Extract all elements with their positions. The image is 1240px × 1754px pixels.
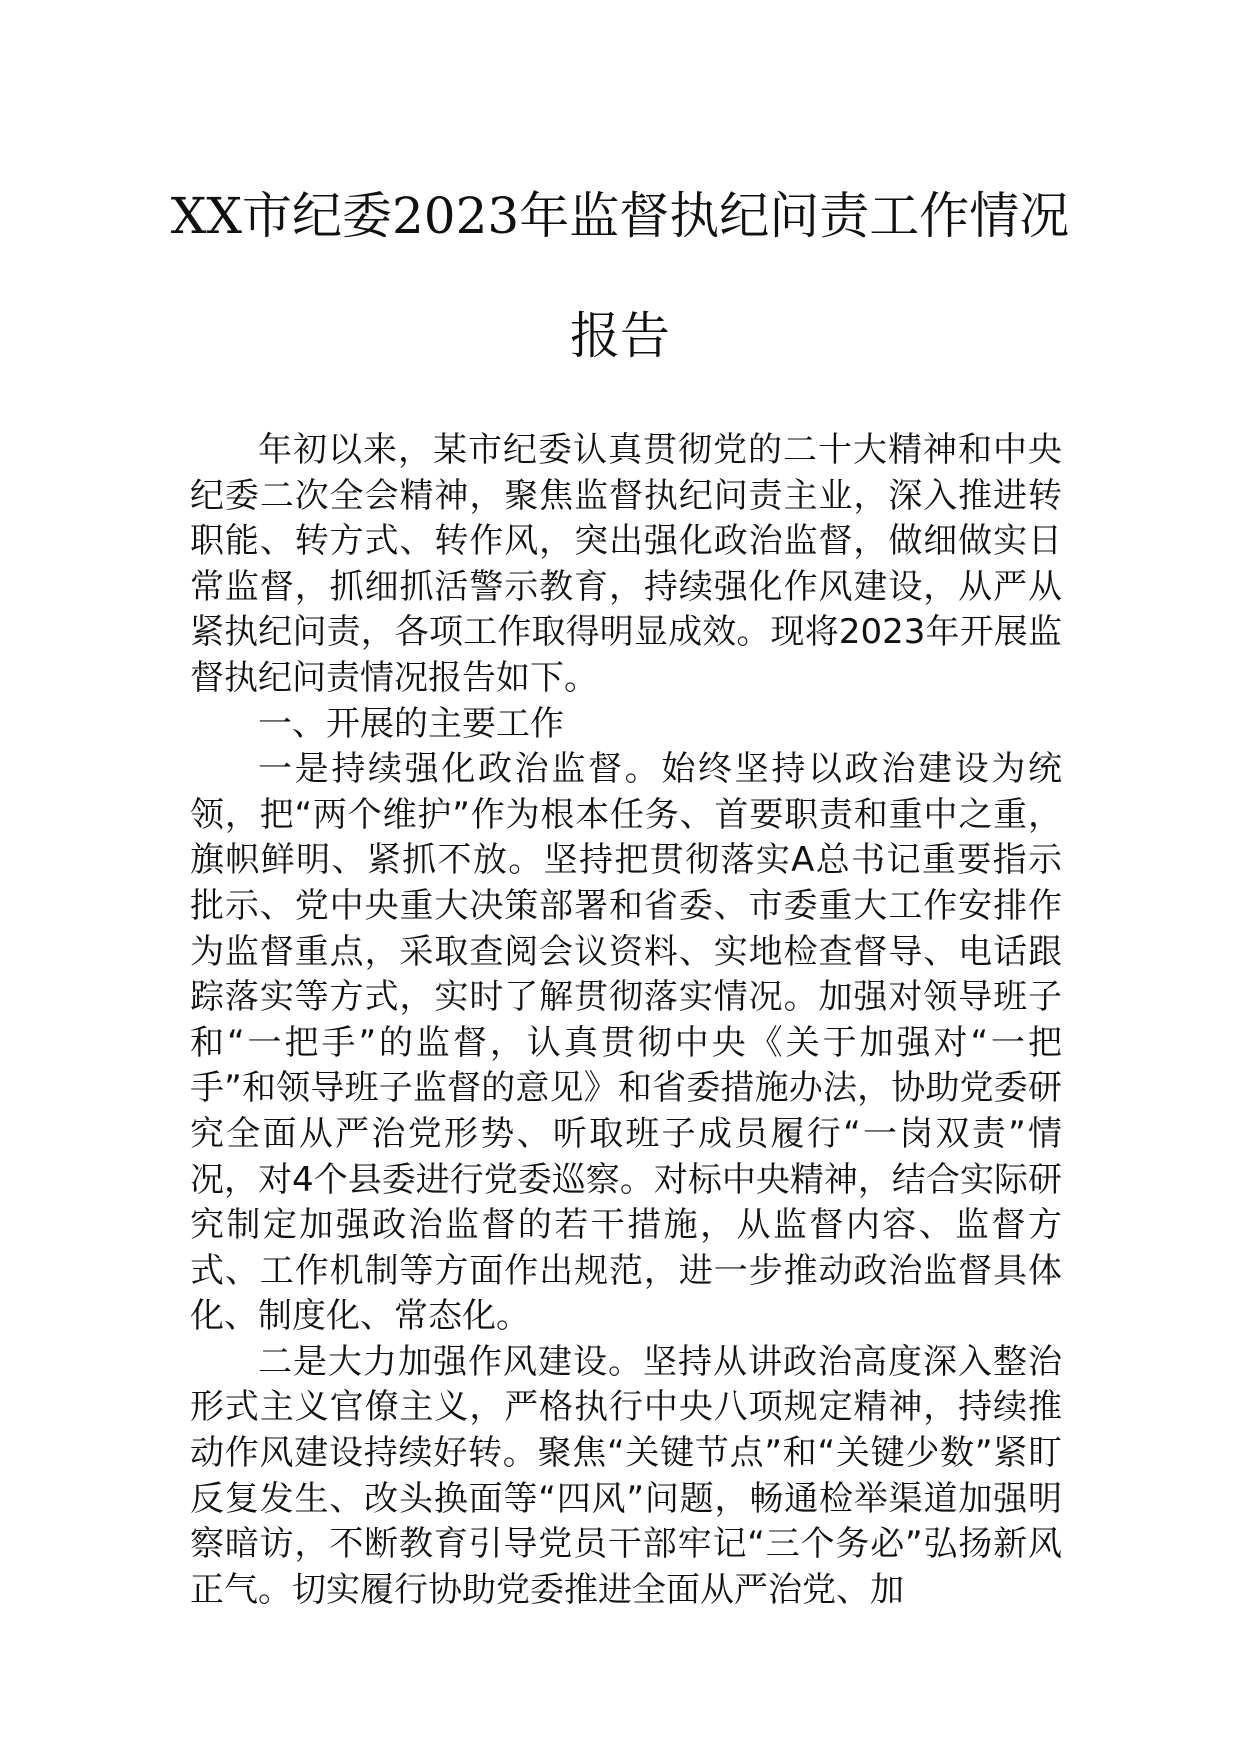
document-title-line-2: 报告 bbox=[570, 307, 670, 365]
paragraph-political-supervision: 一是持续强化政治监督。始终坚持以政治建设为统领，把“两个维护”作为根本任务、首要职责和重中之重，旗帜鲜明、紧抓不放。坚持把贯彻落实A总书记重要指示批示、党中央重大决策部署和省委、市委重大工作安排作为监督重点，采取查阅会议资料、实地检查督导、电话跟踪落实等方式，实时了解贯彻落实情况。加强对领导班子和“一把手”的监督，认真贯彻中央《关于加强对“一把手”和领导班子监督的意见》和省委措施办法，协助党委研究全面从严治党形势、听取班子成员履行“一岗双责”情况，对4个县委进行党委巡察。对标中央精神，结合实际研究制定加强政治监督的若干措施，从监督内容、监督方式、工作机制等方面作出规范，进一步推动政治监督具体化、制度化、常态化。 bbox=[190, 749, 1062, 1337]
paragraph-intro: 年初以来，某市纪委认真贯彻党的二十大精神和中央纪委二次全会精神，聚焦监督执纪问责主业，深入推进转职能、转方式、转作风，突出强化政治监督，做细做实日常监督，抓细抓活警示教育，持续强化作风建设，从严从紧执纪问责，各项工作取得明显成效。现将2023年开展监督执纪问责情况报告如下。 bbox=[190, 430, 1062, 698]
document-title-line-1: XX市纪委2023年监督执纪问责工作情况 bbox=[170, 187, 1070, 245]
document-body bbox=[190, 428, 1062, 1613]
paragraph-work-style: 二是大力加强作风建设。坚持从讲政治高度深入整治形式主义官僚主义，严格执行中央八项规定精神，持续推动作风建设持续好转。聚焦“关键节点”和“关键少数”紧盯反复发生、改头换面等“四风”问题，畅通检举渠道加强明察暗访，不断教育引导党员干部牢记“三个务必”弘扬新风正气。切实履行协助党委推进全面从严治党、加 bbox=[190, 1341, 1062, 1610]
section-heading-main-work: 一、开展的主要工作 bbox=[258, 703, 564, 744]
